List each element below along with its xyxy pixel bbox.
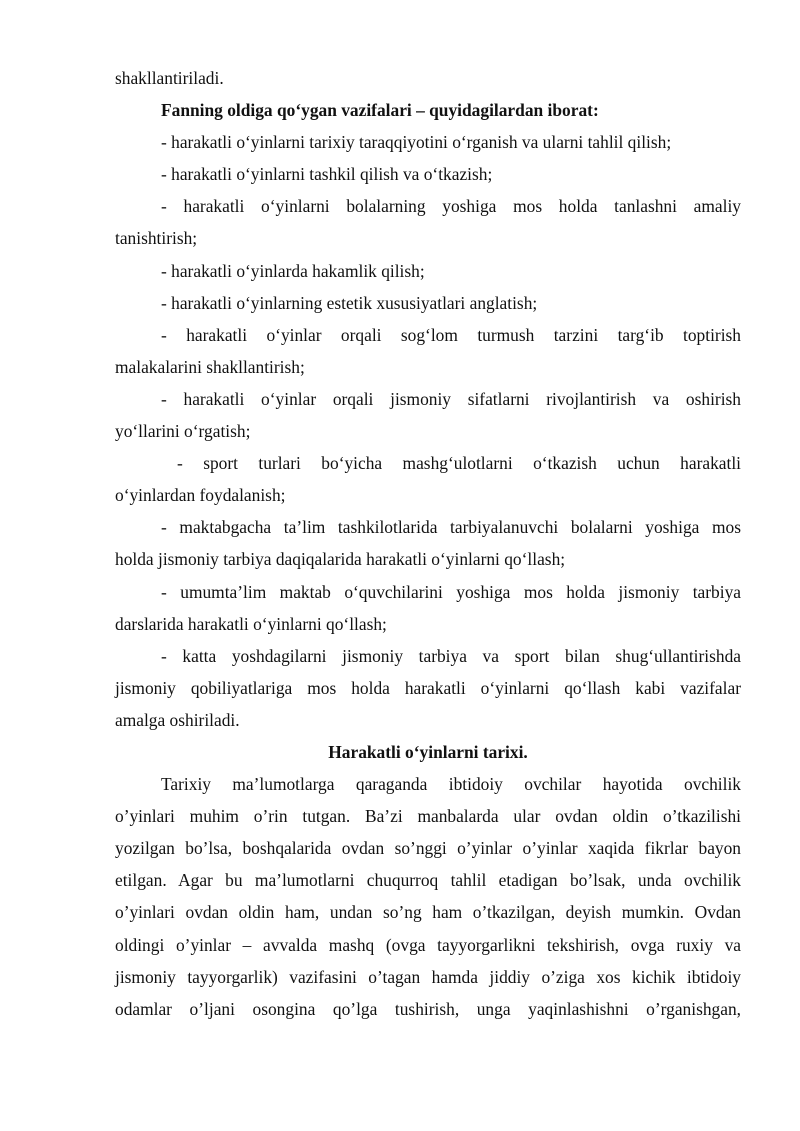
paragraph-line: Tarixiy ma’lumotlarga qaraganda ibtidoiy ovchilar hayotida ovchilik <box>161 774 741 795</box>
text-line: yo‘llarini o‘rgatish; <box>115 421 251 442</box>
list-item: - sport turlari bo‘yicha mashg‘ulotlarni o‘tkazish uchun harakatli <box>177 453 741 474</box>
list-item: - katta yoshdagilarni jismoniy tarbiya va sport bilan shug‘ullantirishda <box>161 645 741 666</box>
section-heading: Harakatli o‘yinlarni tarixi. <box>328 741 528 762</box>
list-item: - harakatli o‘yinlarda hakamlik qilish; <box>161 260 425 281</box>
paragraph-line: o’yinlari muhim o’rin tutgan. Ba’zi manbalarda ular ovdan oldin o’tkazilishi <box>115 806 741 827</box>
list-item: - harakatli o‘yinlar orqali sog‘lom turmush tarzini targ‘ib toptirish <box>161 324 741 345</box>
text-line: darslarida harakatli o‘yinlarni qo‘llash; <box>115 613 387 634</box>
paragraph-line: yozilgan bo’lsa, boshqalarida ovdan so’nggi o’yinlar o’yinlar xaqida fikrlar bayon <box>115 838 741 859</box>
text-line: jismoniy qobiliyatlariga mos holda harakatli o‘yinlarni qo‘llash kabi vazifalar <box>115 677 741 698</box>
paragraph-line: jismoniy tayyorgarlik) vazifasini o’tagan hamda jiddiy o’ziga xos kichik ibtidoiy <box>115 966 741 987</box>
list-item: - harakatli o‘yinlarning estetik xususiyatlari anglatish; <box>161 292 538 313</box>
text-line: o‘yinlardan foydalanish; <box>115 485 286 506</box>
list-item: - umumta’lim maktab o‘quvchilarini yoshiga mos holda jismoniy tarbiya <box>161 581 741 602</box>
document-page <box>115 62 741 1025</box>
paragraph-line: odamlar o’ljani osongina qo’lga tushirish, unga yaqinlashishni o’rganishgan, <box>115 998 741 1019</box>
paragraph-line: o’yinlari ovdan oldin ham, undan so’ng ham o’tkazilgan, deyish mumkin. Ovdan <box>115 902 741 923</box>
list-item: - maktabgacha ta’lim tashkilotlarida tarbiyalanuvchi bolalarni yoshiga mos <box>161 517 741 538</box>
section-subheading: Fanning oldiga qo‘ygan vazifalari – quyidagilardan iborat: <box>161 100 599 121</box>
text-line: malakalarini shakllantirish; <box>115 356 305 377</box>
list-item: - harakatli o‘yinlarni bolalarning yoshiga mos holda tanlashni amaliy <box>161 196 741 217</box>
list-item: - harakatli o‘yinlarni tarixiy taraqqiyotini o‘rganish va ularni tahlil qilish; <box>161 132 672 153</box>
text-line: shakllantiriladi. <box>115 68 224 88</box>
text-line: holda jismoniy tarbiya daqiqalarida harakatli o‘yinlarni qo‘llash; <box>115 549 566 570</box>
text-line: tanishtirish; <box>115 228 198 249</box>
paragraph-line: etilgan. Agar bu ma’lumotlarni chuqurroq tahlil etadigan bo’lsak, unda ovchilik <box>115 870 741 891</box>
paragraph-line: oldingi o’yinlar – avvalda mashq (ovga tayyorgarlikni tekshirish, ovga ruxiy va <box>115 934 741 955</box>
text-line: amalga oshiriladi. <box>115 709 240 730</box>
list-item: - harakatli o‘yinlarni tashkil qilish va o‘tkazish; <box>161 164 493 185</box>
list-item: - harakatli o‘yinlar orqali jismoniy sifatlarni rivojlantirish va oshirish <box>161 388 741 409</box>
